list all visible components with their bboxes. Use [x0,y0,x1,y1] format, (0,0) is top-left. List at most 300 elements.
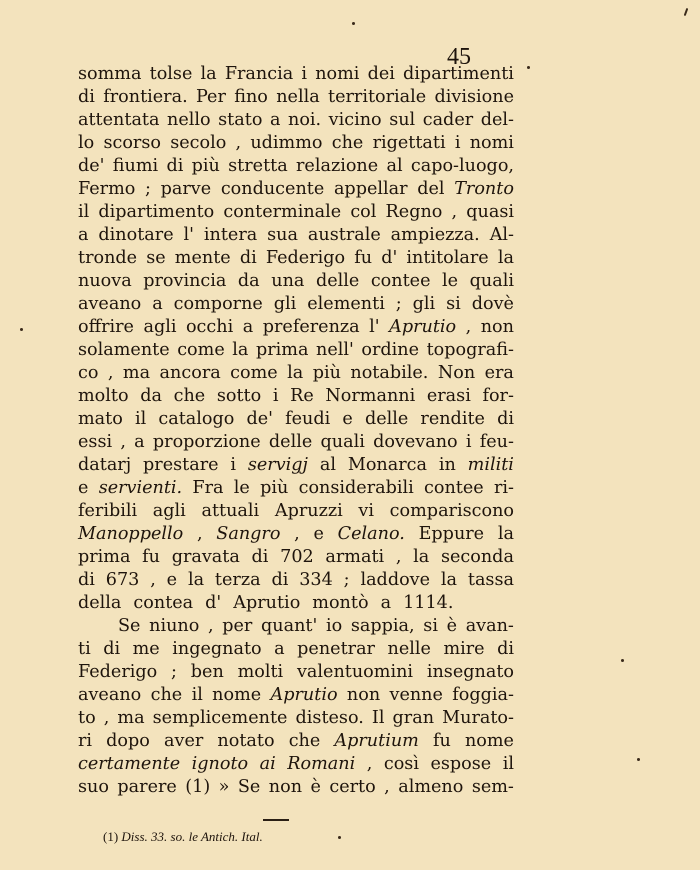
word: fino [234,87,268,107]
word: sem- [471,777,514,797]
speckle [352,22,355,25]
word: offrire [78,317,134,337]
text-line [78,546,514,569]
word: semplicemente [152,708,288,728]
word: ampiezza. [390,225,480,245]
word: montò [312,593,369,613]
word: la [200,64,217,84]
word: Il [371,708,385,728]
word: me [132,639,160,659]
word: appellar [333,179,408,199]
word: seconda [440,547,514,567]
word: comporne [173,294,263,314]
text-line [78,569,514,592]
word: quant' [261,616,318,636]
word: notabile. [350,363,429,383]
word: secolo [170,133,227,153]
speckle [527,66,530,69]
word: » [218,777,230,797]
word: udimmo [250,133,323,153]
word: co [78,363,99,383]
text-line [78,477,514,500]
word: gran [392,708,435,728]
word: si [446,294,461,314]
word: disteso. [295,708,364,728]
word: parve [160,179,212,199]
word: nella [276,87,320,107]
word: si [423,616,438,636]
word: di [103,639,121,659]
word: dinotare [98,225,174,245]
word: l' [183,225,194,245]
word: Francia [224,64,294,84]
word: nelle [387,639,431,659]
word: aveano [78,685,142,705]
word: i [230,455,237,475]
word: , [120,432,126,452]
text-line [78,201,514,224]
word: rigettati [372,133,446,153]
text-line [78,362,514,385]
word: delle [364,409,409,429]
word: dei [367,64,395,84]
word: relazione [296,156,379,176]
word: sua [267,225,298,245]
word: delle [268,432,313,452]
word: prima [78,547,131,567]
word: ; [395,294,402,314]
word: essi [78,432,113,452]
word: il [78,202,90,222]
word: intera [203,225,258,245]
word: che [173,386,206,406]
word: e [166,570,178,590]
word: Murato- [442,708,514,728]
word: da [237,271,260,291]
text-line [78,707,514,730]
text-line [78,339,514,362]
word: che [288,731,321,751]
word: che [150,685,183,705]
word: Aprutium [334,731,419,751]
word: Federigo [78,662,158,682]
word: di [497,639,514,659]
word: mente [174,248,231,268]
word: Aprutio [389,317,457,337]
word: così [383,754,419,774]
word: la [440,570,458,590]
word: come [230,363,278,383]
word: cader [422,110,474,130]
word: è [446,616,458,636]
word: prestare [143,455,219,475]
word: Apruzzi [274,501,343,521]
word: la [497,524,514,544]
word: a [152,294,163,314]
text-line [78,385,514,408]
word: di [166,156,184,176]
word: , [465,317,472,337]
word: Romani [287,754,356,774]
word: se [146,248,166,268]
word: attuali [201,501,260,521]
word: di [271,570,289,590]
word: Monarca [347,455,427,475]
word: dipartimento [98,202,215,222]
word: 334 [299,570,333,590]
word: molto [78,386,129,406]
word: de' [246,409,273,429]
word: contea [133,593,194,613]
word: frontiera. [103,87,188,107]
word: , [294,524,300,544]
word: ri [78,731,93,751]
word: il [502,754,514,774]
word: Fra [192,478,224,498]
word: sotto [216,386,262,406]
text-line [78,431,514,454]
word: , [196,524,203,544]
word: ma [117,708,145,728]
word: dovevano [373,432,458,452]
word: di [78,87,95,107]
word: i [272,386,279,406]
word: feribili [78,501,138,521]
word: tolse [149,64,193,84]
footnote-divider [263,819,289,821]
word: l' [369,317,380,337]
word: servigj [247,455,308,475]
word: fu [142,547,161,567]
text-line [78,293,514,316]
word: è [310,777,321,797]
word: di [78,570,95,590]
word: ; [171,662,177,682]
word: preferenza [262,317,360,337]
word: conducente [220,179,325,199]
text-line [78,638,514,661]
word: di [497,409,514,429]
word: agli [152,501,186,521]
word: delle [315,271,360,291]
word: ri- [493,478,514,498]
word: più [191,156,220,176]
word: Se [118,616,141,636]
speckle [621,659,624,662]
word: considerabili [298,478,414,498]
word: proporzione [152,432,261,452]
footnote-text: Diss. 33. so. le Antich. Ital. [121,829,263,844]
word: topografi- [426,340,514,360]
word: attentata [78,110,160,130]
word: to [78,708,96,728]
word: contee [370,271,431,291]
text-line [78,270,514,293]
word: dopo [106,731,150,751]
word: Se [237,777,261,797]
word: a [269,110,281,130]
word: solamente [78,340,170,360]
word: australe [307,225,381,245]
word: d' [205,593,222,613]
word: i [301,64,308,84]
word: al [386,156,403,176]
body-text [78,63,514,799]
word: foggia- [452,685,514,705]
word: i [465,432,472,452]
word: sappia, [350,616,415,636]
word: nello [167,110,211,130]
word: in [438,455,456,475]
word: a [274,639,285,659]
word: le [233,478,250,498]
word: ignoto [191,754,249,774]
text-line [78,592,514,615]
word: ; [343,570,350,590]
text-line [78,615,514,638]
word: nome [212,685,262,705]
footnote-marker: (1) [103,829,119,844]
word: una [271,271,305,291]
word: avan- [465,616,514,636]
word: provincia [143,271,227,291]
word: Fermo [78,179,136,199]
text-line [78,523,514,546]
word: compariscono [389,501,514,521]
word: territoriale [328,87,427,107]
word: servienti. [98,478,183,498]
word: Tronto [454,179,514,199]
text-line [78,224,514,247]
word: notato [217,731,275,751]
word: era [484,363,514,383]
text-line [78,730,514,753]
speckle [637,758,640,761]
word: militi [467,455,514,475]
text-line [78,247,514,270]
word: fiumi [112,156,159,176]
word: del [417,179,445,199]
word: nomi [315,64,360,84]
word: capo-luogo, [410,156,514,176]
word: intitolare [406,248,489,268]
word: Celano. [337,524,405,544]
word: nell' [316,340,354,360]
word: , [107,363,114,383]
word: ti [78,639,91,659]
word: gravata [171,547,240,567]
word: laddove [360,570,431,590]
word: armati [325,547,385,567]
word: aveano [78,294,142,314]
word: niuno [149,616,200,636]
word: Regno [385,202,443,222]
word: più [312,363,341,383]
word: la [232,340,249,360]
word: il [191,685,203,705]
word: Al- [489,225,514,245]
word: venne [389,685,443,705]
text-line [78,684,514,707]
word: vi [358,501,374,521]
text-line [78,661,514,684]
word: ben [190,662,224,682]
word: la [187,570,205,590]
word: divisione [434,87,514,107]
word: feu- [479,432,514,452]
word: il [134,409,147,429]
word: Sangro [216,524,281,544]
word: rendite [420,409,485,429]
text-line [78,454,514,477]
word: da [140,386,162,406]
word: Aprutio [233,593,301,613]
word: nuova [78,271,132,291]
word: i [454,133,461,153]
word: Manoppello [78,524,184,544]
word: col [350,202,377,222]
word: , [150,570,156,590]
word: più [260,478,289,498]
word: scorso [103,133,161,153]
word: agli [143,317,177,337]
word: ancora [159,363,221,383]
word: valentuomini [296,662,414,682]
word: quasi [466,202,514,222]
word: , [395,547,402,567]
word: dovè [471,294,514,314]
word: tronde [78,248,138,268]
word: , [235,133,242,153]
word: e [342,409,353,429]
word: contee [424,478,484,498]
word: for- [482,386,514,406]
word: erasi [426,386,471,406]
word: datarj [78,455,132,475]
word: certo [329,777,376,797]
word: conterminale [223,202,342,222]
word: nome [464,731,514,751]
word: di [239,248,257,268]
text-line [78,500,514,523]
word: Normanni [325,386,416,406]
word: ; [145,179,151,199]
text-line [78,155,514,178]
speckle [338,836,341,839]
word: dipartimenti [403,64,514,84]
word: 702 [280,547,314,567]
word: occhi [185,317,234,337]
word: parere [117,777,177,797]
text-line [78,316,514,339]
word: non [268,777,303,797]
word: quali [320,432,365,452]
word: lo [78,133,95,153]
word: somma [78,64,142,84]
text-line [78,776,514,799]
word: insegnato [426,662,514,682]
word: d' [381,248,398,268]
word: feudi [285,409,331,429]
word: di [251,547,269,567]
word: penetrar [297,639,375,659]
word: , [384,777,390,797]
word: Per [196,87,226,107]
word: aver [164,731,204,751]
word: e [313,524,324,544]
word: Federigo [265,248,346,268]
word: a [78,225,89,245]
word: che [331,133,364,153]
word: molti [237,662,284,682]
text-line [78,753,514,776]
word: Non [437,363,476,383]
word: catalogo [158,409,235,429]
word: Aprutio [270,685,338,705]
word: suo [78,777,109,797]
word: ordine [361,340,420,360]
word: mato [78,409,123,429]
word: ai [259,754,276,774]
word: le [442,271,459,291]
word: ingegnato [172,639,262,659]
text-line [78,109,514,132]
word: ma [122,363,151,383]
word: fu [432,731,451,751]
word: gli [273,294,297,314]
speckle [684,8,689,16]
word: a [242,317,254,337]
word: vicino [328,110,382,130]
text-line [78,63,514,86]
word: e [78,478,89,498]
word: non [480,317,514,337]
word: , [103,708,110,728]
word: la [497,248,514,268]
word: a [134,432,145,452]
word: per [222,616,253,636]
word: (1) [185,777,211,797]
word: al [319,455,336,475]
word: del- [480,110,514,130]
word: la [287,363,304,383]
word: mire [443,639,485,659]
word: certamente [78,754,181,774]
word: gli [412,294,436,314]
word: Re [290,386,314,406]
word: io [325,616,343,636]
text-line [78,178,514,201]
word: la [413,547,430,567]
word: tassa [467,570,514,590]
word: , [366,754,373,774]
word: quali [469,271,514,291]
word: come [177,340,225,360]
word: prima [255,340,309,360]
word: de' [78,156,105,176]
word: terza [214,570,261,590]
word: elementi [307,294,385,314]
footnote [103,829,263,845]
text-line [78,408,514,431]
word: stretta [228,156,288,176]
word: sul [389,110,416,130]
word: espose [430,754,492,774]
word: , [451,202,458,222]
word: fu [354,248,373,268]
word: stato [218,110,263,130]
word: nomi [469,133,514,153]
